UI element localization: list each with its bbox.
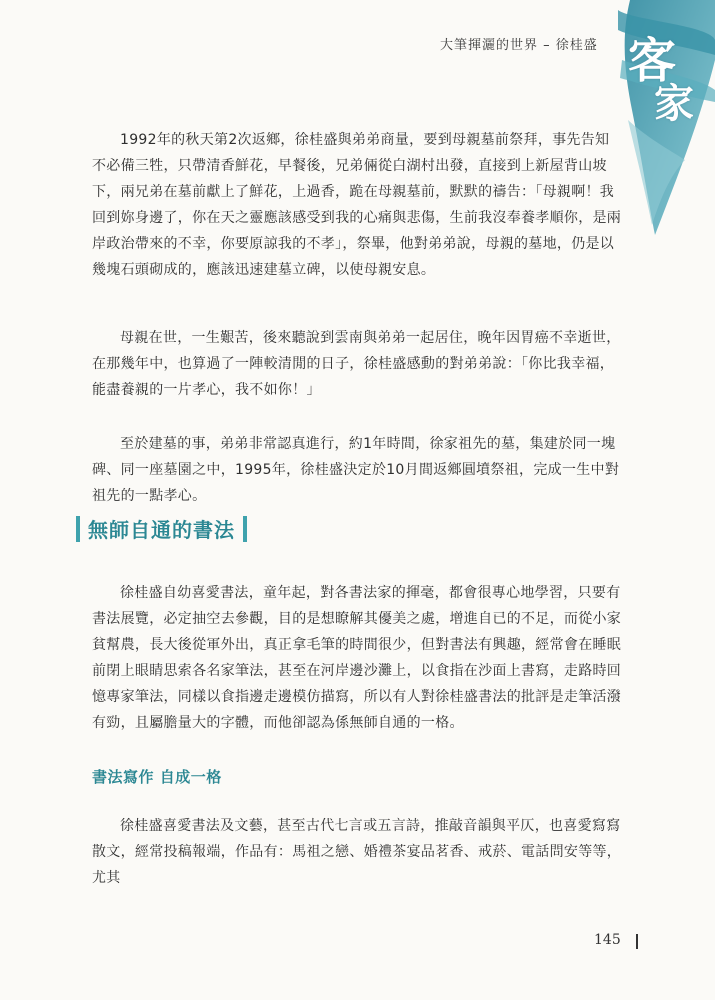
decor-character-1: 客 xyxy=(628,33,677,89)
paragraph-5: 徐桂盛喜愛書法及文藝，甚至古代七言或五言詩，推敲音韻與平仄，也喜愛寫寫散文，經常投稿報端，作品有：馬祖之戀、婚禮茶宴品茗香、戒菸、電話問安等等，尤其 xyxy=(92,818,622,886)
paragraph-4: 徐桂盛自幼喜愛書法，童年起，對各書法家的揮毫，都會很專心地學習，只要有書法展覽，必定抽空去參觀，目的是想瞭解其優美之處，增進自已的不足，而從小家貧幫農，長大後從軍外出，真正拿毛筆的時間很少，但對書法有興趣，經常會在睡眠前閉上眼睛思索各名家筆法，甚至在河岸邊沙灘上，以食指在沙面上書寫，走路時回憶專家筆法，同樣以食指邊走邊模仿描寫，所以有人對徐桂盛書法的批評是走筆活潑有勁，且屬膽量大的字體，而他卻認為係無師自通的一格。 xyxy=(92,585,622,731)
decor-character-2: 家 xyxy=(654,80,694,127)
section-title: 無師自通的書法 xyxy=(88,518,235,542)
paragraph-3: 至於建墓的事，弟弟非常認真進行，約1年時間，徐家祖先的墓，集建於同一塊碑、同一座墓園之中，1995年，徐桂盛決定於10月間返鄉圓墳祭祖，完成一生中對祖先的一點孝心。 xyxy=(92,436,620,504)
page-number-bar xyxy=(636,934,638,949)
sub-heading: 書法寫作 自成一格 xyxy=(92,768,222,786)
paragraph-1: 1992年的秋天第2次返鄉，徐桂盛與弟弟商量，要到母親墓前祭拜，事先告知不必備三牲，只帶清香鮮花，早餐後，兄弟倆從白湖村出發，直接到上新屋背山坡下，兩兄弟在墓前獻上了鮮花，上過香，跪在母親墓前，默默的禱告：「母親啊！我回到妳身邊了，你在天之靈應該感受到我的心痛與悲傷，生前我沒奉養孝順你，是兩岸政治帶來的不幸，你要原諒我的不孝」，祭畢，他對弟弟說，母親的墓地，仍是以幾塊石頭砌成的，應該迅速建墓立碑，以使母親安息。 xyxy=(92,132,622,278)
paragraph-2: 母親在世，一生艱苦，後來聽說到雲南與弟弟一起居住，晚年因胃癌不幸逝世，在那幾年中，也算過了一陣較清閒的日子，徐桂盛感動的對弟弟說：「你比我幸福，能盡養親的一片孝心，我不如你！」 xyxy=(92,330,621,398)
section-header xyxy=(76,514,247,543)
section-bar-left xyxy=(76,516,80,542)
running-header: 大筆揮灑的世界 – 徐桂盛 xyxy=(440,38,598,53)
section-bar-right xyxy=(243,516,247,542)
page-number: 145 xyxy=(594,932,621,948)
